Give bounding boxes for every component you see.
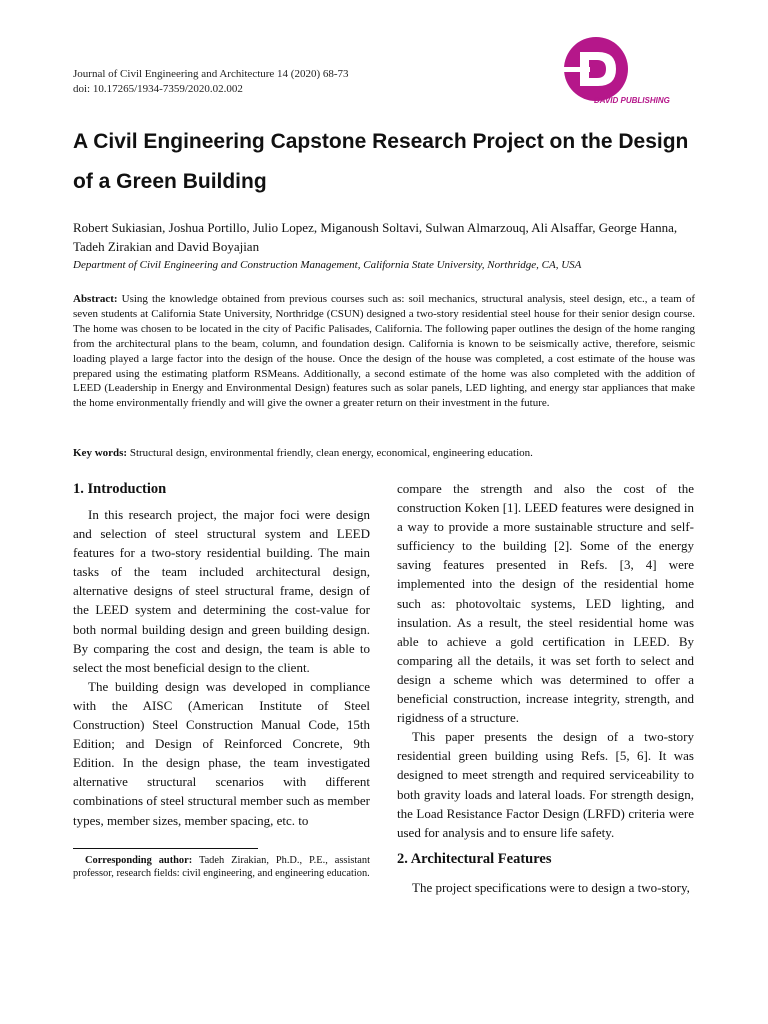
footnote-label: Corresponding author: (85, 855, 193, 866)
logo-text: DAVID PUBLISHING (594, 96, 670, 105)
abstract (73, 292, 695, 411)
abstract-text: Using the knowledge obtained from previous courses such as: soil mechanics, structural analysis, steel design, etc., a team of seven students at California State University, Northridge (CSUN) designed a two-story residential steel house for their senior design course. The home was chosen to be located in the city of Pacific Palisades, California. The following paper outlines the design of the home ranging from the architectural plans to the beam, column, and foundation design. California is known to be seismically active, therefore, seismic loading played a large factor into the design of the house. Once the design of the house was completed, a cost estimate of the house was prepared using the estimating platform RSMeans. Additionally, a second estimate of the home was also completed with the addition of LEED (Leadership in Energy and Environmental Design) features such as solar panels, LED lighting, and energy star appliances that make the home environmentally friendly and will give the owner a greater return on their investment in the future. (73, 293, 695, 410)
paragraph: This paper presents the design of a two-story residential green building using Refs. [5, 6]. It was designed to meet strength and required serviceability to both gravity loads and lateral loads. For strength design, the Load Resistance Factor Design (LRFD) criteria were used for analysis and to ensure life safety. (397, 729, 694, 840)
section-heading-architectural-features: 2. Architectural Features (397, 851, 552, 867)
paragraph: In this research project, the major foci were design and selection of steel structural system and LEED features for a two-story residential building. The main tasks of the team included architectural design, alternative designs of steel structural frame, design of the LEED system and determining the cost-value for both normal building design and green building design. By comparing the cost and design, the team is able to select the most beneficial design to the client. (73, 507, 370, 675)
abstract-label: Abstract: (73, 293, 118, 305)
right-column (397, 479, 694, 842)
journal-citation: Journal of Civil Engineering and Architecture 14 (2020) 68-73 (73, 68, 349, 80)
paragraph: The building design was developed in compliance with the AISC (American Institute of Steel Construction) Steel Construction Manual Code, 15th Edition; and Design of Reinforced Concrete, 9th Edition. In the design phase, the team investigated alternative structural scenarios with different combinations of steel structural member such as member types, member sizes, member spacing, etc. to (73, 678, 370, 828)
paragraph: The project specifications were to design a two-story, (412, 880, 690, 895)
authors: Robert Sukiasian, Joshua Portillo, Julio Lopez, Miganoush Soltavi, Sulwan Almarzouq, Ali Alsaffar, George Hanna, Tadeh Zirakian and David Boyajian (73, 220, 678, 254)
footnote (73, 854, 370, 880)
paragraph: compare the strength and also the cost of the construction Koken [1]. LEED features were designed in a way to provide a more sustainable structure and self-sufficiency to the building [2]. Some of the energy saving features presented in Refs. [3, 4] were implemented into the design of the residential home such as: photovoltaic systems, LED lighting, and insulation. As a result, the steel residential home was able to achieve a gold certification in LEED. By comparing all the details, it was set forth to select and design a scheme which was determined to offer a beneficial construction, increase integrity, strength, and rigidness of a structure. (397, 481, 694, 726)
doi: doi: 10.17265/1934-7359/2020.02.002 (73, 83, 243, 95)
section-heading-introduction: 1. Introduction (73, 481, 167, 497)
footnote-text: Tadeh Zirakian, Ph.D., P.E., assistant professor, research fields: civil engineering, and engineering education. (73, 855, 370, 879)
david-publishing-logo-icon (556, 36, 706, 108)
keywords-text: Structural design, environmental friendly, clean energy, economical, engineering education. (129, 447, 533, 459)
publisher-logo (556, 36, 706, 108)
left-column (73, 505, 370, 830)
keywords (73, 446, 695, 460)
keywords-label: Key words: (73, 447, 128, 459)
journal-header (73, 67, 349, 97)
affiliation: Department of Civil Engineering and Construction Management, California State University, Northridge, CA, USA (73, 259, 582, 271)
footnote-divider (73, 848, 258, 849)
paper-title: A Civil Engineering Capstone Research Project on the Design of a Green Building (73, 130, 689, 193)
